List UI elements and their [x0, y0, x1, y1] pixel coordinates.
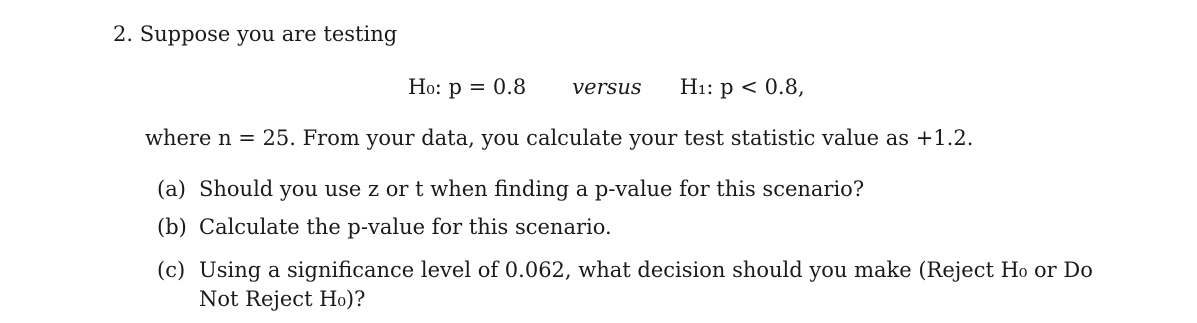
part-b-text: Calculate the p-value for this scenario. [199, 215, 612, 239]
part-c-continuation: Not Reject H₀)? [199, 287, 366, 311]
part-c [157, 256, 1093, 284]
part-a [157, 175, 864, 203]
part-c-text: Using a significance level of 0.062, what decision should you make (Reject H₀ or Do [199, 258, 1093, 282]
part-b [157, 213, 612, 241]
part-c-label: (c) [157, 258, 186, 282]
hypotheses-formula [408, 73, 805, 101]
versus-connector: versus [572, 75, 642, 99]
part-a-text: Should you use z or t when finding a p-value for this scenario? [199, 177, 865, 201]
part-a-label: (a) [157, 177, 186, 201]
part-b-label: (b) [157, 215, 187, 239]
problem-intro: 2. Suppose you are testing [113, 22, 398, 46]
problem-context: where n = 25. From your data, you calculate your test statistic value as +1.2. [145, 126, 974, 150]
null-hypothesis: H₀: p = 0.8 [408, 75, 527, 99]
alternative-hypothesis: H₁: p < 0.8, [679, 75, 805, 99]
